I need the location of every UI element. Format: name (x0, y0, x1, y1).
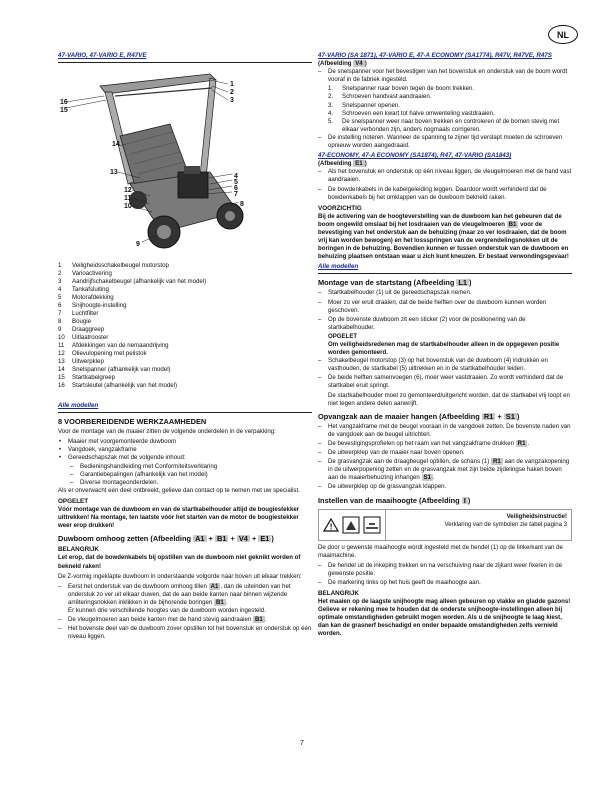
part-number: 10 (58, 334, 65, 342)
belangrijk-title: BELANGRIJK (58, 546, 99, 554)
belangrijk-title: BELANGRIJK (318, 589, 359, 597)
part-number: 15 (58, 374, 65, 382)
fig-tag: B1 (216, 534, 227, 544)
callout-4: 4 (234, 173, 238, 181)
part-number: 14 (58, 366, 65, 374)
divider (58, 412, 312, 413)
list-item: – Startkabelhouder (1) uit de gereedschapszak nemen. (318, 289, 572, 297)
belangrijk-text: Let erop, dat de bowdenkabels bij opstillen van de duwboom niet geknikt worden of bekneld raken! (58, 554, 301, 570)
safety-subtext: Verklaring van de symbolen zie tabel pagina 3 (444, 521, 567, 528)
startstang-title-text: Montage van de startstang (Afbeelding (318, 278, 455, 288)
v4-header: 47-VARIO (SA 1871), 47-VARIO E, 47-A ECONOMY (SA1774), R47V, R47VE, R47S (318, 52, 552, 59)
list-subitem: – Bedieningshandleiding met Conformiteitsverklaring (58, 463, 312, 471)
list-item: – Op de bovenste duwboom zit een sticker (2) voor de positionering van de startkabelhouder. (318, 316, 572, 332)
parts-list-item (58, 262, 312, 270)
opgelet-title: OPGELET (58, 497, 89, 505)
list-item: – Moer zo ver eruit draaien, dat de beide helften over de duwboom kunnen worden geschoven. (318, 299, 572, 315)
fig-tag: S1 (423, 474, 431, 482)
part-label: Uitlaatrooster (72, 334, 109, 342)
list-item: – Eerst het onderstuk van de duwboom omhoog tillen A1 , dan de uiteinden van het onderstuk zo ver uit elkaar duwen, dat de aan beide kanten naar binnen wijzende arrêteringsnokken inklikken in de bijhorende boringen B1 . Er kunnen drie verschillende hoogtes van de duwboom worden ingesteld. (58, 583, 312, 615)
parts-list-item (58, 294, 312, 302)
opgelet-text: Om veiligheidsredenen mag de startkabelhouder alleen in de opgegeven positie worden gemonteerd. (328, 341, 560, 357)
safety-instruction-box (318, 509, 572, 541)
callout-14: 14 (112, 141, 120, 149)
part-label: Bougie (72, 318, 91, 326)
list-item: – De bowdenkabels in de kabelgeleiding leggen. Daardoor wordt verhinderd dat de bowdenkabels bij het omklappen van de duwboom bekneld raken. (318, 186, 572, 202)
fig-tag: I (463, 495, 466, 505)
list-item: – Het bovenste deel van de duwboom zover opstillen tot het bovenstuk en onderstuk op één niveau liggen. (58, 625, 312, 641)
alle-modellen-label: Alle modellen (318, 263, 359, 271)
parts-list-item (58, 366, 312, 374)
step-text: Er kunnen drie verschillende hoogtes van de duwboom worden ingesteld. (68, 606, 266, 614)
part-label: Aandrijfschakelbeugel (afhankelijk van het model) (72, 278, 207, 286)
callout-9: 9 (136, 241, 140, 249)
nl-language-logo (548, 25, 578, 44)
parts-list-item (58, 382, 312, 390)
voorzichtig-text-b: voor de bevestiging van het onderstuk aan de behuizing (maar zo ver losdraaien, dat de boom vrij kan worden bewogen) en het lossspringen van de vergrendelingsnokken uit de boringen in de behuizing. Bovendien kunnen er tussen onderstuk van de duwboom en behuizing plaatsen ontstaan waar u zich kunt kneuzen. Er bestaat verwondingsgevaar! (318, 220, 569, 261)
duwboom-title-text: Duwboom omhoog zetten (Afbeelding (58, 534, 192, 544)
part-number: 7 (58, 310, 62, 318)
callout-15: 15 (60, 107, 68, 115)
opgelet-text: Vóór montage van de duwboom en van de startkabelhouder altijd de bougiestekker uittrekken! Na montage, ten laatste vóór het starten van de motor de bougiestekker weer erop drukken! (58, 506, 300, 530)
part-label: Varioactivering (72, 270, 112, 278)
part-number: 9 (58, 326, 62, 334)
parts-list-item (58, 286, 312, 294)
numbered-step: 3. Snelspanner openen. (328, 101, 400, 109)
e1-header: 47-ECONOMY, 47-A ECONOMY (SA1874), R47, 47-VARIO (SA1843) (318, 152, 512, 160)
final-text: Gelieve er rekening mee te houden dat de onderste snijhoogte-instellingen alleen bij optimale omstandigheden gebruikt mogen worden. Als u de snijhoogte te laag kiest, dan kan de grasnerf beschadigd en onder bepaalde omstandigheden zelfs vernield worden. (318, 606, 563, 638)
parts-list-item (58, 302, 312, 310)
list-item: • Vangdoek, vangzakframe (58, 446, 312, 454)
list-item: • Gereedschapszak met de volgende inhoud: (58, 454, 312, 462)
list-item: – Als het bovenstuk en onderstuk op één niveau liggen, de vleugelmoeren met de hand vast aandraaien. (318, 168, 572, 184)
part-number: 5 (58, 294, 62, 302)
parts-list-item (58, 310, 312, 318)
parts-list (58, 262, 312, 390)
part-label: Startsleutel (afhankelijk van het model) (72, 382, 178, 390)
parts-list-item (58, 342, 312, 350)
safety-title: Veiligheidsinstructie! (506, 513, 567, 520)
part-label: Startkabelgreep (72, 374, 116, 382)
incomplete-text: Als er onverwacht een deel ontbreekt, gelieve dan contact op te nemen met uw specialist. (58, 486, 300, 494)
numbered-step: 2. Schroeven handvast aandraaien. (328, 93, 432, 101)
vangzak-title: Opvangzak aan de maaier hangen (Afbeelding R1 + S1 ) (318, 411, 520, 421)
part-number: 13 (58, 358, 65, 366)
list-item: – Schakelbeugel motorstop (3) op het bovenstuk van de duwboom (4) indrukken en vasthouden, de startkabel (5) uittrekken en in de startkabelhouder leiden. (318, 357, 572, 373)
fig-tag: E1 (355, 160, 363, 168)
part-label: Veiligheidsschakelbeugel motorstop (72, 262, 169, 270)
step-text: Schroeven handvast aandraaien. (342, 93, 432, 101)
part-label: Draaggreep (72, 326, 105, 334)
fig-tag: S1 (505, 411, 515, 421)
step-text: Snelspanner openen. (342, 101, 400, 109)
callout-3: 3 (230, 97, 234, 105)
callout-5: 5 (234, 179, 238, 187)
fig-tag: R1 (483, 411, 494, 421)
fig-tag: B1 (508, 220, 517, 228)
warning-triangle-icon (323, 518, 339, 532)
fig-tag: V4 (355, 60, 363, 68)
part-label: Motorafdekking (72, 294, 114, 302)
callout-13: 13 (110, 169, 118, 177)
part-number: 2 (58, 270, 62, 278)
safety-text (386, 510, 571, 540)
step-text: De grasvangzak aan de draagbeugel optillen, de schans (1) (328, 458, 490, 466)
right-column (318, 52, 572, 639)
maaihoogte-title: Instellen van de maaihoogte (Afbeelding I ) (318, 495, 471, 505)
fig-tag: B1 (216, 598, 224, 606)
part-number: 1 (58, 262, 62, 270)
fig-tag: A1 (195, 534, 205, 544)
numbered-step: 4. Schroeven een kwart tot halve omwenteling vastdraaien. (328, 109, 495, 117)
list-item: – De markering links op het huis geeft de maaihoogte aan. (318, 579, 572, 587)
svg-text:!: ! (329, 522, 333, 531)
callout-10: 10 (124, 203, 132, 211)
part-number: 6 (58, 302, 62, 310)
part-number: 16 (58, 382, 65, 390)
parts-list-item (58, 374, 312, 382)
safety-icons (319, 510, 386, 540)
lawnmower-illustration (60, 66, 260, 258)
numbered-step: 1. Snelspanner naar boven tegen de boom trekken. (328, 85, 475, 93)
step-text: Snelspanner naar boven tegen de boom trekken. (342, 85, 475, 93)
v4-steps (318, 85, 572, 134)
part-number: 11 (58, 342, 65, 350)
parts-list-item (58, 326, 312, 334)
callout-11: 11 (124, 195, 132, 203)
divider (58, 62, 312, 63)
part-label: Uitwerpklep (72, 358, 104, 366)
numbered-step: 5. De snelspanner weer naar boven trekken en controleren of de bomen stevig met elkaar verbonden zijn, anders nogmaals corrigeren. (328, 117, 560, 133)
figure-header: 47-VARIO, 47-VARIO E, R47VE (58, 52, 147, 59)
parts-list-item (58, 318, 312, 326)
part-number: 4 (58, 286, 62, 294)
parts-list-item (58, 270, 312, 278)
fig-tag: B1 (254, 616, 263, 624)
step-text: Schroeven een kwart tot halve omwenteling vastdraaien. (342, 109, 495, 117)
list-item: – De uitwerpklep op de grasvangzak klappen. (318, 483, 572, 491)
callout-1: 1 (230, 81, 234, 89)
fig-ref-text: (Afbeelding (318, 160, 352, 168)
list-item: – De uitwerpklep van de maaier naar boven openen. (318, 449, 572, 457)
step-text: Eerst het onderstuk van de duwboom omhoog tillen (68, 582, 207, 590)
startstang-title: Montage van de startstang (Afbeelding L1 ) (318, 278, 472, 288)
e1-figure-ref: (Afbeelding E1 ) (318, 160, 367, 168)
blade-hazard-icon (363, 516, 381, 534)
parts-list-item (58, 278, 312, 286)
part-number: 12 (58, 350, 65, 358)
callout-2: 2 (230, 89, 234, 97)
callout-12: 12 (124, 187, 132, 195)
fig-ref-text: (Afbeelding (318, 60, 352, 68)
intro-text: Voor de montage van de maaier zitten de volgende onderdelen in de verpakking: (58, 428, 276, 436)
list-item: – De vleugelmoeren aan beide kanten met de hand stevig aandraaien B1 . (58, 616, 312, 624)
callout-6: 6 (234, 185, 238, 193)
voorzichtig-text (318, 213, 572, 262)
startkabel-note: De startkabelhouder moet zo gemonteerd/uitgericht worden, dat de startkabel vrij loopt en niet tegen andere delen aanwrijft. (328, 391, 570, 407)
list-item: – De hendel uit de inkeping trekken en na verschuiving naar de zijkant weer fixeren in de gewenste positie. (318, 562, 572, 578)
list-item: – De instelling noteren. Wanneer de spanning te zijner tijd verslapt moeten de schroeven opnieuw worden aangedraaid. (318, 134, 572, 150)
list-subitem: – Diverse montageonderdelen. (58, 479, 312, 487)
maaihoogte-text: De door u gewenste maaihoogte wordt ingesteld met de hendel (1) op de linkerkant van de maaimachine. (318, 543, 563, 559)
list-item: – Het vangzakframe met de beugel vooraan in de vangdoek zetten. De bovenste naden van de vangdoek aan de beugel uitrichten. (318, 423, 572, 439)
zvorm-text: De Z-vormig ingeklapte duwboom in onderstaande volgorde naar boven uit elkaar trekken: (58, 572, 302, 580)
section-title: 8 VOORBEREIDENDE WERKZAAMHEDEN (58, 417, 207, 427)
voorzichtig-text-a: Bij de activering van de hoogteverstelling van de duwboom kan het gebeuren dat de boom ongewild omslaat bij het losdraaien van de vleugelmoeren (318, 212, 562, 228)
part-label: Olievulopening met peilstok (72, 350, 147, 358)
belangrijk-text: Het maaien op de laagste snijhoogte mag alleen gebeuren op vlakke en gladde gazons! (318, 598, 571, 606)
part-label: Snelspanner (afhankelijk van model) (72, 366, 171, 374)
callout-7: 7 (234, 191, 238, 199)
part-label: Luchtfilter (72, 310, 99, 318)
parts-list-item (58, 358, 312, 366)
part-number: 3 (58, 278, 62, 286)
v4-figure-ref: (Afbeelding V4 ) (318, 60, 367, 68)
list-item: – De snelspanner voor het bevestigen van het bovenstuk en onderstuk van de boom wordt vooraf in de fabriek ingesteld. (318, 68, 572, 84)
list-item: • Maaier met voorgemonteerde duwboom (58, 438, 312, 446)
parts-list-item (58, 350, 312, 358)
step-text: De snelspanner weer naar boven trekken en controleren of de bomen stevig met elkaar verbonden zijn, anders nogmaals corrigeren. (342, 117, 560, 133)
step-text: De vleugelmoeren aan beide kanten met de hand stevig aandraaien (68, 616, 252, 624)
parts-list-item (58, 334, 312, 342)
part-label: Afdekkingen van de riemaandrijving (72, 342, 169, 350)
step-text: , dan de uiteinden van het onderstuk zo ver uit elkaar duwen, dat de aan beide kanten naar binnen wijzende arrêteringsnokken inklikken in de bijhorende boringen (68, 582, 291, 606)
fig-tag: E1 (260, 534, 270, 544)
maaihoogte-title-text: Instellen van de maaihoogte (Afbeelding (318, 495, 460, 505)
list-item: – De bevestigingsprofielen op het raam van het vangzakframe drukken R1 . (318, 440, 572, 448)
part-label: Tankafsluiting (72, 286, 109, 294)
callout-16: 16 (60, 99, 68, 107)
voorzichtig-title: VOORZICHTIG (318, 204, 362, 212)
list-item: – De beide helften samenvoegen (6), moer weer vastdraaien. Zo wordt verhinderd dat de startkabel eruit springt. (318, 374, 572, 390)
opgelet-title: OPGELET (328, 332, 358, 340)
fig-tag: V4 (238, 534, 248, 544)
alle-modellen-label: Alle modellen (58, 402, 99, 410)
logo-text: NL (557, 29, 569, 40)
part-number: 8 (58, 318, 62, 326)
foot-hazard-icon (342, 516, 360, 534)
fig-tag: R1 (517, 439, 526, 447)
vangzak-title-text: Opvangzak aan de maaier hangen (Afbeelding (318, 411, 480, 421)
list-item: – De grasvangzak aan de draagbeugel optillen, de schans (1) R1 aan de vangzakopening in de uitwerpopening zetten en de grasvangzak met zijn beide zijdelingse haken boven aan de maaierbehuizing inhangen S1 . (318, 458, 572, 482)
page-number: 7 (300, 740, 304, 747)
duwboom-title: Duwboom omhoog zetten (Afbeelding A1 + B1 + V4 + E1 ) (58, 534, 274, 544)
step-text: De bevestigingsprofielen op het raam van het vangzakframe drukken (328, 439, 514, 447)
left-column (58, 52, 312, 642)
divider (318, 273, 572, 274)
step-text: aan de vangzakopening in de uitwerpopening zetten en de grasvangzak met zijn beide zijdelingse haken boven aan de maaierbehuizing inhangen (328, 458, 570, 482)
fig-tag: L1 (458, 278, 468, 288)
fig-tag: A1 (210, 582, 219, 590)
callout-8: 8 (240, 201, 244, 209)
fig-tag: R1 (492, 458, 501, 466)
part-label: Snijhoogte-instelling (72, 302, 127, 310)
list-subitem: – Garantiebepalingen (afhankelijk van het model) (58, 471, 312, 479)
